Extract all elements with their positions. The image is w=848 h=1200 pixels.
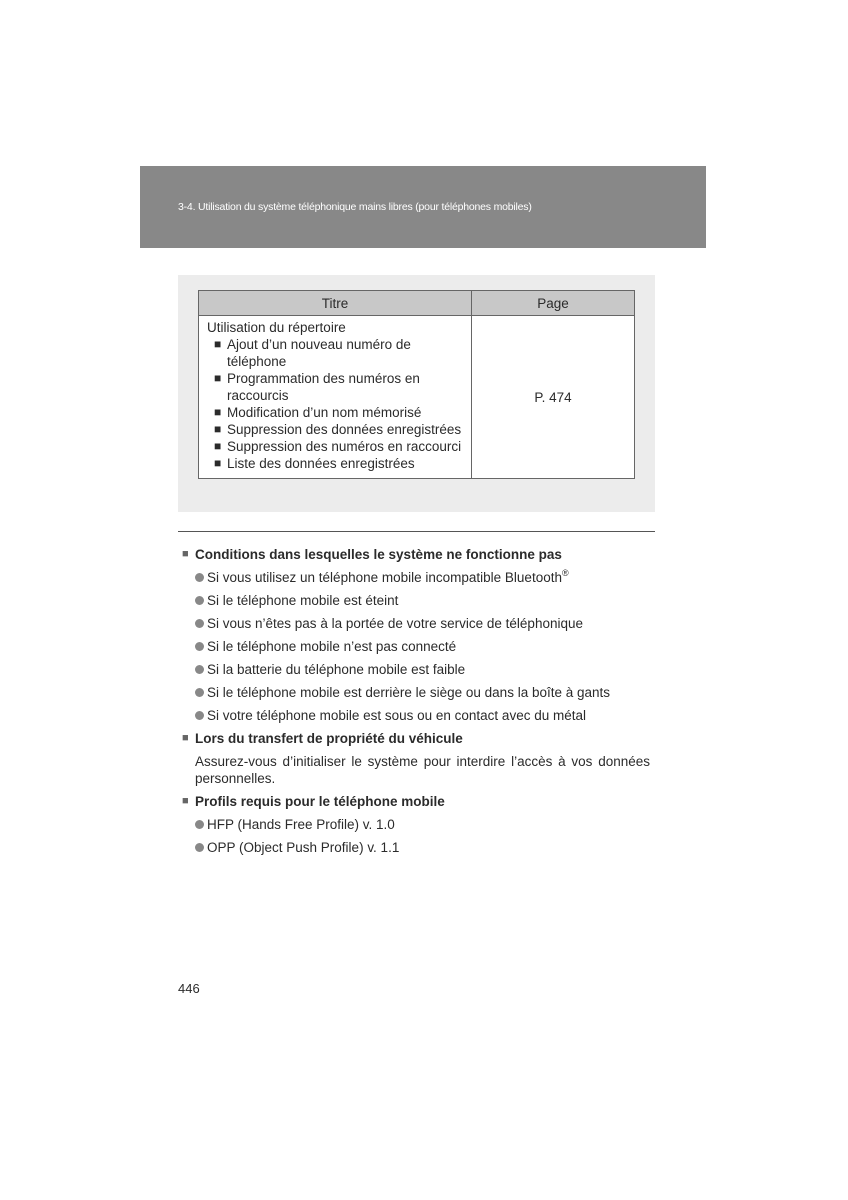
list-item: Si votre téléphone mobile est sous ou en contact avec du métal (182, 707, 650, 724)
square-bullet-icon: ■ (214, 422, 222, 436)
reference-table (198, 290, 635, 479)
section-divider (178, 531, 655, 532)
table-cell-page: P. 474 (472, 316, 635, 479)
circle-bullet-icon (195, 619, 204, 628)
list-item: OPP (Object Push Profile) v. 1.1 (182, 839, 650, 856)
list-item: Si vous utilisez un téléphone mobile incompatible Bluetooth® (182, 569, 650, 586)
circle-bullet-icon (195, 688, 204, 697)
table-header-row (199, 291, 635, 316)
section-header-band (140, 166, 706, 248)
circle-bullet-icon (195, 596, 204, 605)
circle-bullet-icon (195, 820, 204, 829)
list-item: ■ Modification d’un nom mémorisé (214, 405, 422, 420)
list-item: HFP (Hands Free Profile) v. 1.0 (182, 816, 650, 833)
transfer-paragraph: Assurez-vous d’initialiser le système pour interdire l’accès à vos données personnelles. (195, 754, 650, 786)
list-item: ■ Liste des données enregistrées (214, 456, 415, 471)
row-title: Utilisation du répertoire (207, 320, 346, 335)
section-heading-profiles: ■ Profils requis pour le téléphone mobile (182, 794, 445, 809)
square-bullet-icon: ■ (214, 405, 222, 419)
square-bullet-icon: ■ (214, 371, 222, 385)
table-row (199, 316, 635, 479)
square-bullet-icon: ■ (182, 795, 189, 807)
list-item: Si le téléphone mobile n’est pas connecté (182, 638, 650, 655)
list-item: Si le téléphone mobile est éteint (182, 592, 650, 609)
list-item: Si vous n’êtes pas à la portée de votre service de téléphonique (182, 615, 650, 632)
square-bullet-icon: ■ (182, 732, 189, 744)
section-title: 3-4. Utilisation du système téléphonique mains libres (pour téléphones mobiles) (178, 201, 532, 213)
list-item: Si le téléphone mobile est derrière le siège ou dans la boîte à gants (182, 684, 650, 701)
section-heading-transfer: ■ Lors du transfert de propriété du véhicule (182, 731, 463, 746)
reference-table-panel (178, 275, 655, 512)
page-number: 446 (178, 981, 200, 996)
column-header-title: Titre (199, 291, 472, 316)
circle-bullet-icon (195, 711, 204, 720)
list-item: ■ Suppression des données enregistrées (214, 422, 462, 437)
list-item: ■ Suppression des numéros en raccourci (214, 439, 462, 454)
column-header-page: Page (472, 291, 635, 316)
square-bullet-icon: ■ (214, 456, 222, 470)
circle-bullet-icon (195, 573, 204, 582)
section-heading-conditions: ■ Conditions dans lesquelles le système ne fonctionne pas (182, 547, 562, 562)
circle-bullet-icon (195, 642, 204, 651)
square-bullet-icon: ■ (214, 337, 222, 351)
notes-content (182, 546, 650, 862)
circle-bullet-icon (195, 665, 204, 674)
circle-bullet-icon (195, 843, 204, 852)
list-item: ■ Ajout d’un nouveau numéro de téléphone (214, 337, 411, 369)
square-bullet-icon: ■ (182, 548, 189, 560)
square-bullet-icon: ■ (214, 439, 222, 453)
list-item: Si la batterie du téléphone mobile est faible (182, 661, 650, 678)
table-cell-title (199, 316, 472, 479)
list-item: ■ Programmation des numéros en raccourcis (214, 371, 420, 403)
